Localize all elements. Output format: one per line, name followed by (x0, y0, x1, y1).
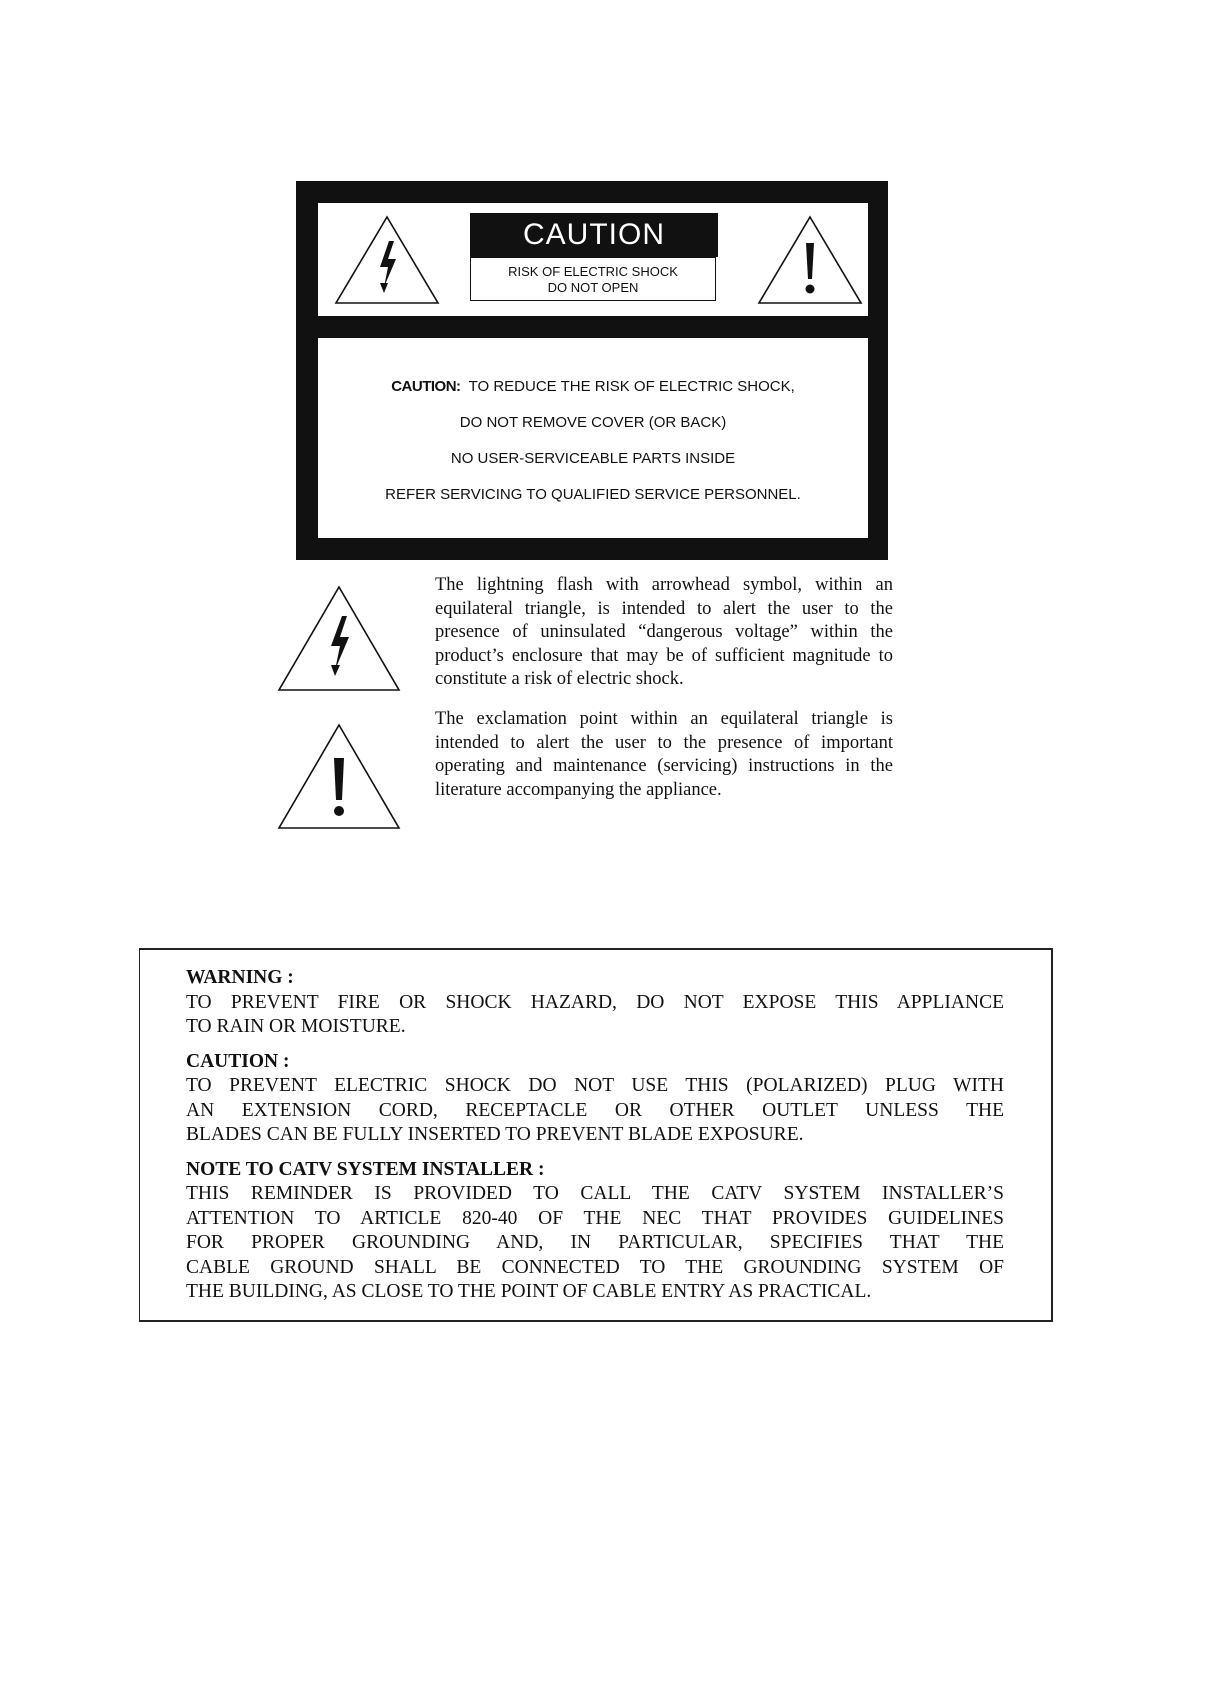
exclamation-symbol-description: The exclamation point within an equilateral triangle is intended to alert the user to the presence of important operating and maintenance (servicing) instructions in the literature accompanying the appliance. (435, 709, 893, 800)
warning-box (139, 948, 1053, 1322)
caution-notice-panel (318, 338, 868, 538)
lightning-symbol-description: The lightning flash with arrowhead symbol, within an equilateral triangle, is intended to alert the user to the presence of uninsulated “dangerous voltage” within the product’s enclosure that may be of sufficient magnitude to constitute a risk of electric shock. (435, 575, 893, 689)
lightning-warning-triangle-icon (276, 584, 402, 694)
catv-note-text: THIS REMINDER IS PROVIDED TO CALL THE CATV SYSTEM INSTALLER’S ATTENTION TO ARTICLE 820-40 OF THE NEC THAT PROVIDES GUIDELINES FOR PROPER GROUNDING AND, IN PARTICULAR, SPECIFIES THAT THE CABLE GROUND SHALL BE CONNECTED TO THE GROUNDING SYSTEM OF THE BUILDING, AS CLOSE TO THE POINT OF CABLE ENTRY AS PRACTICAL. (186, 1183, 1004, 1302)
catv-note-heading: NOTE TO CATV SYSTEM INSTALLER : (186, 1158, 545, 1180)
caution-notice-line: CAUTION: TO REDUCE THE RISK OF ELECTRIC SHOCK, (391, 378, 795, 395)
caution-notice-prefix: CAUTION: (391, 378, 461, 395)
caution-label (296, 181, 888, 560)
caution-notice-line: NO USER-SERVICEABLE PARTS INSIDE (450, 450, 736, 467)
caution-sub-line: DO NOT OPEN (547, 280, 639, 295)
lightning-warning-triangle-icon (332, 213, 442, 308)
caution-sub-line: RISK OF ELECTRIC SHOCK (508, 264, 678, 279)
caution-text: TO PREVENT ELECTRIC SHOCK DO NOT USE THIS (POLARIZED) PLUG WITH AN EXTENSION CORD, RECEPTACLE OR OTHER OUTLET UNLESS THE BLADES CAN BE FULLY INSERTED TO PREVENT BLADE EXPOSURE. (186, 1075, 1004, 1145)
caution-heading: CAUTION : (186, 1050, 290, 1072)
exclamation-warning-triangle-icon (276, 722, 402, 832)
warning-text: TO PREVENT FIRE OR SHOCK HAZARD, DO NOT EXPOSE THIS APPLIANCE TO RAIN OR MOISTURE. (186, 991, 1004, 1037)
caution-header: CAUTION (470, 213, 718, 257)
warning-content (186, 966, 1004, 1315)
caution-notice-line: REFER SERVICING TO QUALIFIED SERVICE PERSONNEL. (385, 486, 801, 503)
caution-label-header-panel (318, 203, 868, 316)
caution-subheader (470, 257, 716, 301)
exclamation-warning-triangle-icon (755, 213, 865, 308)
warning-heading: WARNING : (186, 967, 294, 988)
caution-notice-line: DO NOT REMOVE COVER (OR BACK) (459, 414, 727, 431)
